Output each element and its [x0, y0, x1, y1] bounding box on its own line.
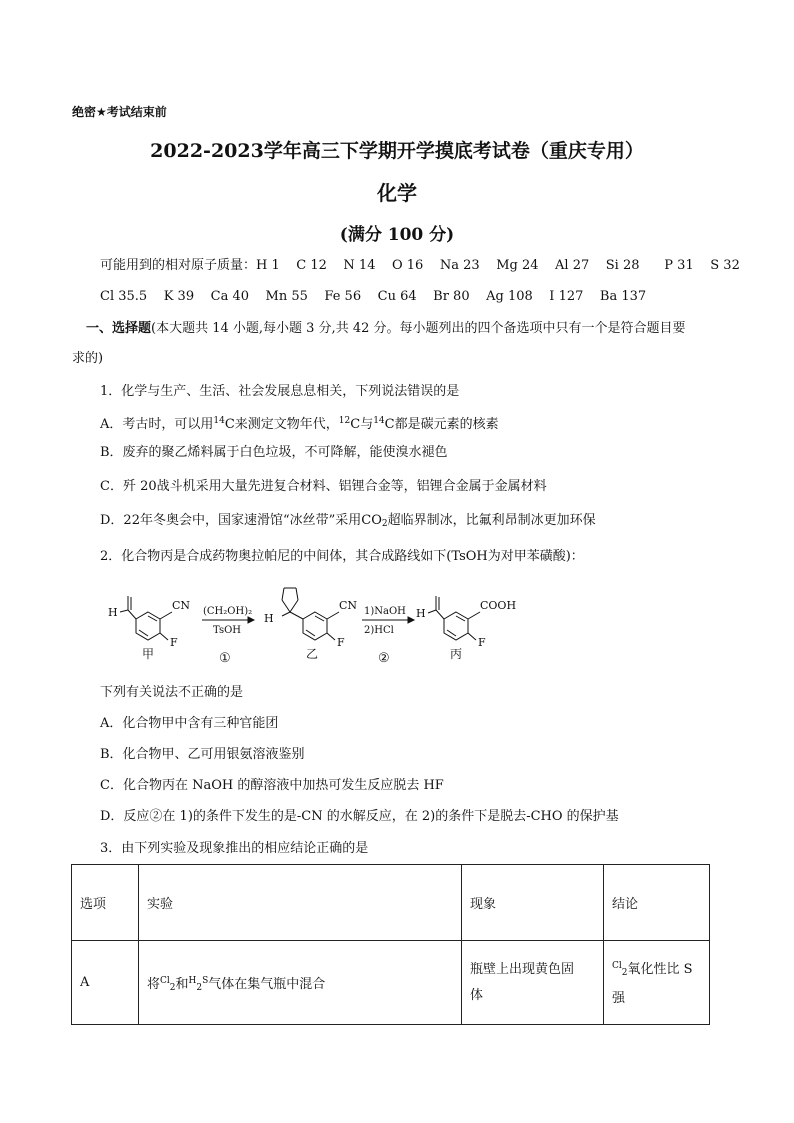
- label-H: H: [416, 607, 426, 620]
- synthesis-scheme: [100, 582, 530, 664]
- reagent1-bottom: TsOH: [213, 625, 241, 636]
- q3-stem: 3．由下列实验及现象推出的相应结论正确的是: [100, 841, 369, 856]
- table-row: [72, 941, 710, 1025]
- formula-sub: 2: [196, 982, 203, 993]
- formula-cl: Cl: [160, 975, 170, 986]
- compound-jia: 甲: [142, 647, 155, 661]
- atomic-masses-line1: 可能用到的相对原子质量：H 1 C 12 N 14 O 16 Na 23 Mg 24 Al 27 Si 28 P 31 S 32: [100, 258, 740, 273]
- label-F: F: [478, 636, 486, 649]
- q1-a-sup: 14: [213, 416, 225, 426]
- compound-yi: 乙: [306, 647, 319, 661]
- q1-d-sub: 2: [381, 519, 388, 529]
- header-phenomenon: 现象: [462, 865, 604, 941]
- section-heading: [86, 320, 686, 338]
- experiment-table: [71, 864, 710, 1025]
- q1-d-text: 超临界制冰，比氟利昂制冰更加环保: [387, 513, 596, 528]
- formula-h: H: [188, 975, 197, 986]
- formula-cl: Cl: [612, 961, 622, 971]
- phenomenon-text: 瓶壁上出现黄色固: [470, 961, 575, 977]
- q1-d-text: D．22年冬奥会中，国家速滑馆“冰丝带”采用CO: [100, 513, 382, 528]
- compound-bing: 丙: [450, 647, 463, 661]
- q1-option-c: C．歼 20战斗机采用大量先进复合材料、铝锂合金等，铝锂合金属于金属材料: [100, 479, 547, 494]
- reagent1-top: (CH₂OH)₂: [203, 606, 253, 617]
- q1-a-text: A．考古时，可以用: [100, 417, 214, 432]
- label-H: H: [264, 612, 274, 625]
- q2-stem: 2．化合物丙是合成药物奥拉帕尼的中间体，其合成路线如下(TsOH为对甲苯磺酸)：: [100, 549, 584, 564]
- step1-mark: ①: [219, 651, 231, 664]
- q1-a-text: C来测定文物年代，: [224, 417, 339, 432]
- label-COOH: COOH: [480, 599, 517, 612]
- q1-a-sup: 14: [373, 416, 385, 426]
- q1-option-a: [100, 412, 499, 434]
- q1-option-b: B．废弃的聚乙烯料属于白色垃圾，不可降解，能使溴水褪色: [100, 445, 448, 460]
- exp-text: 将: [147, 976, 161, 992]
- q2-option-c: C．化合物丙在 NaOH 的醇溶液中加热可发生反应脱去 HF: [100, 778, 444, 793]
- label-CN: CN: [172, 599, 191, 612]
- header-conclusion: 结论: [604, 865, 710, 941]
- q1-a-sup: 12: [338, 416, 351, 426]
- subject-title: 化学: [377, 181, 417, 205]
- section-desc: (本大题共 14 小题,每小题 3 分,共 42 分。每小题列出的四个备选项中只有一个是符合题目要: [151, 321, 686, 336]
- experiment-cell: [139, 941, 462, 1025]
- conclusion-text: 强: [612, 991, 626, 1006]
- q2-option-d: D．反应②在 1)的条件下发生的是-CN 的水解反应，在 2)的条件下是脱去-CHO 的保护基: [100, 809, 619, 824]
- formula-sub: 2: [169, 982, 176, 993]
- secret-label: 绝密★考试结束前: [72, 105, 167, 119]
- q2-option-b: B．化合物甲、乙可用银氨溶液鉴别: [100, 747, 305, 762]
- formula-sub: 2: [621, 968, 628, 978]
- atomic-masses-line2: Cl 35.5 K 39 Ca 40 Mn 55 Fe 56 Cu 64 Br 80 Ag 108 I 127 Ba 137: [100, 289, 647, 304]
- label-CN: CN: [339, 599, 358, 612]
- q1-stem: 1．化学与生产、生活、社会发展息息相关，下列说法错误的是: [100, 384, 460, 399]
- section-desc-cont: 求的): [72, 351, 104, 366]
- conclusion-cell: [604, 941, 710, 1025]
- full-score: (满分 100 分): [339, 225, 455, 245]
- table-header-row: [72, 865, 710, 941]
- label-H: H: [108, 606, 118, 619]
- option-cell: A: [72, 941, 139, 1025]
- conclusion-text: 氧化性比 S: [627, 962, 693, 977]
- reagent2-top: 1)NaOH: [364, 606, 406, 617]
- q2-option-a: A．化合物甲中含有三种官能团: [100, 716, 279, 731]
- header-experiment: 实验: [139, 865, 462, 941]
- exp-text: 和: [175, 976, 189, 992]
- reagent2-bottom: 2)HCl: [364, 625, 394, 636]
- q1-a-text: C都是碳元素的核素: [384, 417, 499, 432]
- exam-title: 2022-2023学年高三下学期开学摸底考试卷（重庆专用）: [150, 140, 644, 162]
- step2-mark: ②: [378, 651, 390, 664]
- q2-sub-stem: 下列有关说法不正确的是: [100, 685, 244, 700]
- formula-s: S: [202, 975, 209, 986]
- phenomenon-text: 体: [470, 987, 484, 1003]
- label-F: F: [337, 636, 345, 649]
- header-option: 选项: [72, 865, 139, 941]
- phenomenon-cell: [462, 941, 604, 1025]
- label-F: F: [170, 636, 178, 649]
- q1-option-d: [100, 512, 596, 533]
- section-label: 一、选择题: [86, 321, 152, 336]
- q1-a-text: C与: [350, 417, 374, 432]
- exp-text: 气体在集气瓶中混合: [208, 976, 326, 992]
